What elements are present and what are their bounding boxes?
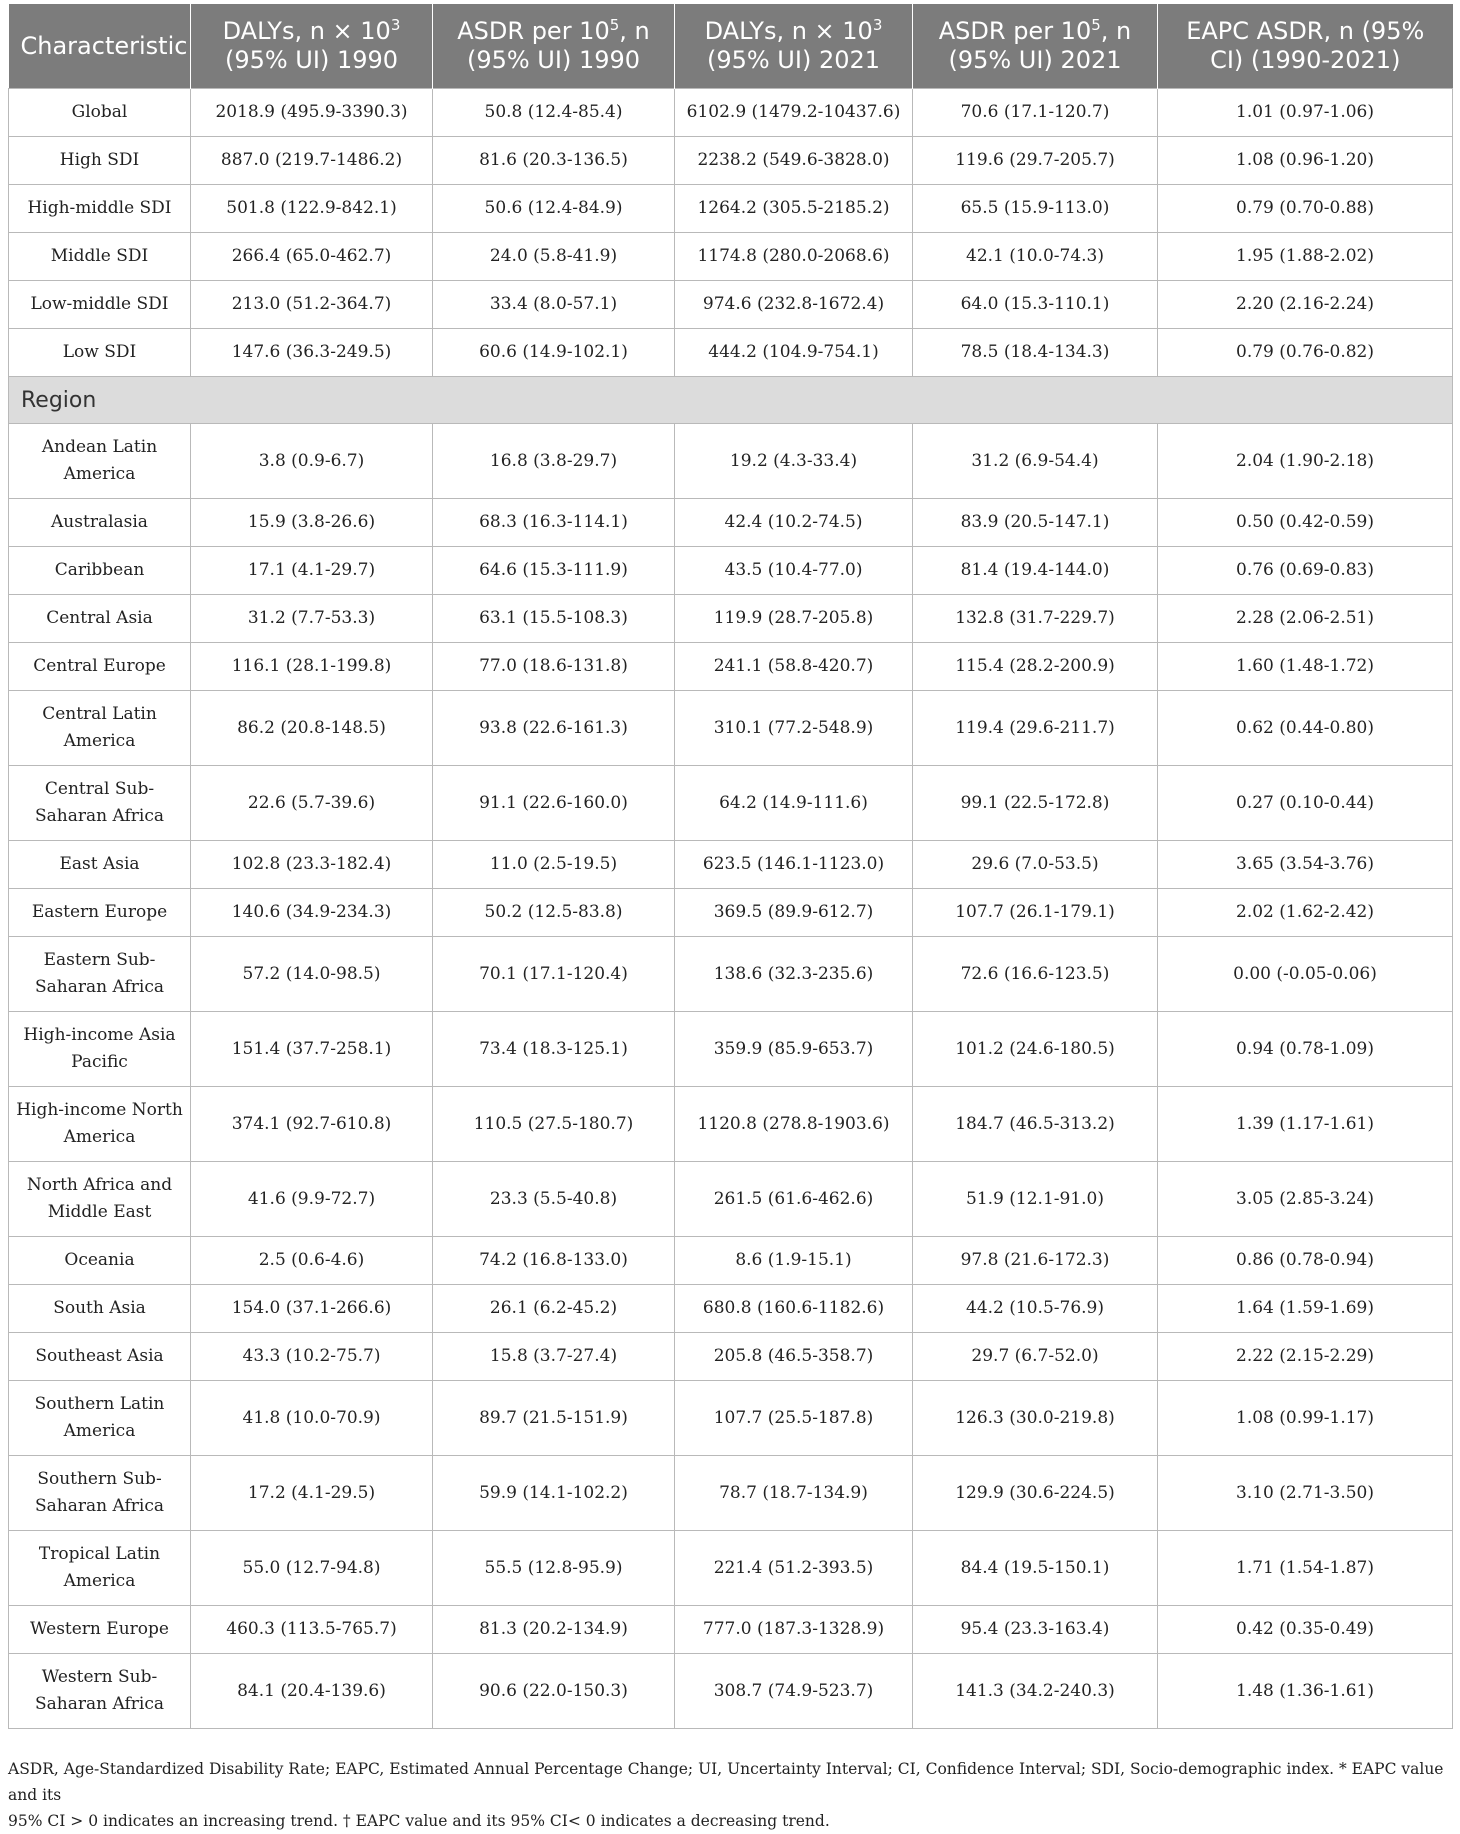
eapc-cell: 0.76 (0.69-0.83) (1158, 547, 1453, 595)
characteristic-cell: Eastern Sub- Saharan Africa (9, 937, 191, 1012)
dalys-2021-cell: 1174.8 (280.0-2068.6) (675, 233, 913, 281)
asdr-1990-cell: 59.9 (14.1-102.2) (433, 1456, 675, 1531)
table-row (9, 424, 1453, 499)
eapc-cell: 1.48 (1.36-1.61) (1158, 1654, 1453, 1729)
dalys-1990-cell: 86.2 (20.8-148.5) (191, 691, 433, 766)
eapc-cell: 2.20 (2.16-2.24) (1158, 281, 1453, 329)
dalys-2021-cell: 42.4 (10.2-74.5) (675, 499, 913, 547)
asdr-1990-cell: 50.2 (12.5-83.8) (433, 889, 675, 937)
asdr-2021-cell: 101.2 (24.6-180.5) (913, 1012, 1158, 1087)
header-characteristic: Characteristic (9, 4, 191, 89)
eapc-cell: 2.22 (2.15-2.29) (1158, 1333, 1453, 1381)
asdr-2021-cell: 29.6 (7.0-53.5) (913, 841, 1158, 889)
asdr-2021-cell: 31.2 (6.9-54.4) (913, 424, 1158, 499)
table-row (9, 1237, 1453, 1285)
dalys-1990-cell: 84.1 (20.4-139.6) (191, 1654, 433, 1729)
characteristic-cell: Low-middle SDI (9, 281, 191, 329)
table-row (9, 889, 1453, 937)
dalys-1990-cell: 2.5 (0.6-4.6) (191, 1237, 433, 1285)
eapc-cell: 3.05 (2.85-3.24) (1158, 1162, 1453, 1237)
asdr-1990-cell: 50.6 (12.4-84.9) (433, 185, 675, 233)
asdr-1990-cell: 74.2 (16.8-133.0) (433, 1237, 675, 1285)
characteristic-cell: Central Asia (9, 595, 191, 643)
characteristic-cell: Central Europe (9, 643, 191, 691)
eapc-cell: 0.79 (0.70-0.88) (1158, 185, 1453, 233)
eapc-cell: 0.42 (0.35-0.49) (1158, 1606, 1453, 1654)
header-dalys-1990: DALYs, $n \times 10^3$ (95% UI) 1990 (191, 4, 433, 89)
dalys-2021-cell: 6102.9 (1479.2-10437.6) (675, 89, 913, 137)
dalys-1990-cell: 2018.9 (495.9-3390.3) (191, 89, 433, 137)
asdr-1990-cell: 68.3 (16.3-114.1) (433, 499, 675, 547)
dalys-1990-cell: 31.2 (7.7-53.3) (191, 595, 433, 643)
asdr-2021-cell: 81.4 (19.4-144.0) (913, 547, 1158, 595)
dalys-2021-cell: 623.5 (146.1-1123.0) (675, 841, 913, 889)
dalys-1990-cell: 140.6 (34.9-234.3) (191, 889, 433, 937)
eapc-cell: 0.50 (0.42-0.59) (1158, 499, 1453, 547)
table-row (9, 499, 1453, 547)
dalys-1990-cell: 151.4 (37.7-258.1) (191, 1012, 433, 1087)
asdr-2021-cell: 141.3 (34.2-240.3) (913, 1654, 1158, 1729)
dalys-1990-cell: 43.3 (10.2-75.7) (191, 1333, 433, 1381)
dalys-1990-cell: 17.2 (4.1-29.5) (191, 1456, 433, 1531)
dalys-2021-cell: 19.2 (4.3-33.4) (675, 424, 913, 499)
table-row (9, 691, 1453, 766)
asdr-1990-cell: 60.6 (14.9-102.1) (433, 329, 675, 377)
asdr-2021-cell: 97.8 (21.6-172.3) (913, 1237, 1158, 1285)
eapc-cell: 1.71 (1.54-1.87) (1158, 1531, 1453, 1606)
dalys-2021-cell: 974.6 (232.8-1672.4) (675, 281, 913, 329)
dalys-1990-cell: 501.8 (122.9-842.1) (191, 185, 433, 233)
dalys-2021-cell: 138.6 (32.3-235.6) (675, 937, 913, 1012)
table-row (9, 137, 1453, 185)
eapc-cell: 1.08 (0.96-1.20) (1158, 137, 1453, 185)
dalys-2021-cell: 221.4 (51.2-393.5) (675, 1531, 913, 1606)
asdr-1990-cell: 16.8 (3.8-29.7) (433, 424, 675, 499)
eapc-cell: 2.04 (1.90-2.18) (1158, 424, 1453, 499)
characteristic-cell: Caribbean (9, 547, 191, 595)
eapc-cell: 1.64 (1.59-1.69) (1158, 1285, 1453, 1333)
table-row (9, 547, 1453, 595)
eapc-cell: 0.79 (0.76-0.82) (1158, 329, 1453, 377)
eapc-cell: 3.10 (2.71-3.50) (1158, 1456, 1453, 1531)
dalys-1990-cell: 55.0 (12.7-94.8) (191, 1531, 433, 1606)
asdr-2021-cell: 184.7 (46.5-313.2) (913, 1087, 1158, 1162)
dalys-2021-cell: 1120.8 (278.8-1903.6) (675, 1087, 913, 1162)
dalys-1990-cell: 154.0 (37.1-266.6) (191, 1285, 433, 1333)
header-asdr-2021: ASDR per $10^5$, n (95% UI) 2021 (913, 4, 1158, 89)
characteristic-cell: Andean Latin America (9, 424, 191, 499)
asdr-1990-cell: 73.4 (18.3-125.1) (433, 1012, 675, 1087)
table-row (9, 1456, 1453, 1531)
section-label: Region (9, 377, 1453, 424)
characteristic-cell: Western Sub- Saharan Africa (9, 1654, 191, 1729)
dalys-2021-cell: 119.9 (28.7-205.8) (675, 595, 913, 643)
table-row (9, 1012, 1453, 1087)
characteristic-cell: North Africa and Middle East (9, 1162, 191, 1237)
dalys-1990-cell: 15.9 (3.8-26.6) (191, 499, 433, 547)
table-row (9, 937, 1453, 1012)
asdr-2021-cell: 64.0 (15.3-110.1) (913, 281, 1158, 329)
asdr-1990-cell: 15.8 (3.7-27.4) (433, 1333, 675, 1381)
asdr-2021-cell: 107.7 (26.1-179.1) (913, 889, 1158, 937)
characteristic-cell: Global (9, 89, 191, 137)
dalys-2021-cell: 308.7 (74.9-523.7) (675, 1654, 913, 1729)
characteristic-cell: Low SDI (9, 329, 191, 377)
asdr-2021-cell: 115.4 (28.2-200.9) (913, 643, 1158, 691)
dalys-1990-cell: 116.1 (28.1-199.8) (191, 643, 433, 691)
asdr-1990-cell: 26.1 (6.2-45.2) (433, 1285, 675, 1333)
data-table-wrapper (8, 4, 1452, 1729)
asdr-1990-cell: 90.6 (22.0-150.3) (433, 1654, 675, 1729)
header-row (9, 4, 1453, 89)
dalys-1990-cell: 460.3 (113.5-765.7) (191, 1606, 433, 1654)
characteristic-cell: South Asia (9, 1285, 191, 1333)
table-row (9, 1531, 1453, 1606)
asdr-2021-cell: 65.5 (15.9-113.0) (913, 185, 1158, 233)
table-row (9, 185, 1453, 233)
dalys-2021-cell: 444.2 (104.9-754.1) (675, 329, 913, 377)
asdr-2021-cell: 84.4 (19.5-150.1) (913, 1531, 1158, 1606)
dalys-1990-cell: 102.8 (23.3-182.4) (191, 841, 433, 889)
section-row-region (9, 377, 1453, 424)
asdr-2021-cell: 29.7 (6.7-52.0) (913, 1333, 1158, 1381)
characteristic-cell: High-income North America (9, 1087, 191, 1162)
asdr-1990-cell: 50.8 (12.4-85.4) (433, 89, 675, 137)
dalys-2021-cell: 1264.2 (305.5-2185.2) (675, 185, 913, 233)
characteristic-cell: High-income Asia Pacific (9, 1012, 191, 1087)
asdr-1990-cell: 70.1 (17.1-120.4) (433, 937, 675, 1012)
characteristic-cell: Australasia (9, 499, 191, 547)
header-eapc: EAPC ASDR, n (95% CI) (1990-2021) (1158, 4, 1453, 89)
asdr-1990-cell: 55.5 (12.8-95.9) (433, 1531, 675, 1606)
dalys-2021-cell: 43.5 (10.4-77.0) (675, 547, 913, 595)
dalys-1990-cell: 266.4 (65.0-462.7) (191, 233, 433, 281)
asdr-1990-cell: 64.6 (15.3-111.9) (433, 547, 675, 595)
eapc-cell: 0.86 (0.78-0.94) (1158, 1237, 1453, 1285)
table-row (9, 595, 1453, 643)
dalys-2021-cell: 107.7 (25.5-187.8) (675, 1381, 913, 1456)
asdr-2021-cell: 42.1 (10.0-74.3) (913, 233, 1158, 281)
dalys-1990-cell: 374.1 (92.7-610.8) (191, 1087, 433, 1162)
eapc-cell: 1.08 (0.99-1.17) (1158, 1381, 1453, 1456)
table-row (9, 1087, 1453, 1162)
asdr-2021-cell: 44.2 (10.5-76.9) (913, 1285, 1158, 1333)
table-row (9, 233, 1453, 281)
asdr-1990-cell: 77.0 (18.6-131.8) (433, 643, 675, 691)
table-row (9, 281, 1453, 329)
asdr-1990-cell: 24.0 (5.8-41.9) (433, 233, 675, 281)
characteristic-cell: High-middle SDI (9, 185, 191, 233)
eapc-cell: 3.65 (3.54-3.76) (1158, 841, 1453, 889)
table-row (9, 1285, 1453, 1333)
dalys-1990-cell: 41.8 (10.0-70.9) (191, 1381, 433, 1456)
table-row (9, 1333, 1453, 1381)
dalys-2021-cell: 205.8 (46.5-358.7) (675, 1333, 913, 1381)
dalys-2021-cell: 64.2 (14.9-111.6) (675, 766, 913, 841)
dalys-1990-cell: 22.6 (5.7-39.6) (191, 766, 433, 841)
characteristic-cell: Southeast Asia (9, 1333, 191, 1381)
eapc-cell: 1.39 (1.17-1.61) (1158, 1087, 1453, 1162)
dalys-1990-cell: 213.0 (51.2-364.7) (191, 281, 433, 329)
table-row (9, 643, 1453, 691)
table-row (9, 766, 1453, 841)
eapc-cell: 1.60 (1.48-1.72) (1158, 643, 1453, 691)
dalys-2021-cell: 2238.2 (549.6-3828.0) (675, 137, 913, 185)
asdr-2021-cell: 126.3 (30.0-219.8) (913, 1381, 1158, 1456)
asdr-2021-cell: 99.1 (22.5-172.8) (913, 766, 1158, 841)
characteristic-cell: Oceania (9, 1237, 191, 1285)
header-dalys-2021: DALYs, $n \times 10^3$ (95% UI) 2021 (675, 4, 913, 89)
dalys-2021-cell: 8.6 (1.9-15.1) (675, 1237, 913, 1285)
eapc-cell: 2.28 (2.06-2.51) (1158, 595, 1453, 643)
header-asdr-1990: ASDR per $10^5$, n (95% UI) 1990 (433, 4, 675, 89)
table-row (9, 89, 1453, 137)
asdr-2021-cell: 132.8 (31.7-229.7) (913, 595, 1158, 643)
eapc-cell: 0.94 (0.78-1.09) (1158, 1012, 1453, 1087)
characteristic-cell: Eastern Europe (9, 889, 191, 937)
table-row (9, 841, 1453, 889)
dalys-2021-cell: 261.5 (61.6-462.6) (675, 1162, 913, 1237)
table-row (9, 1606, 1453, 1654)
characteristic-cell: Tropical Latin America (9, 1531, 191, 1606)
dalys-1990-cell: 147.6 (36.3-249.5) (191, 329, 433, 377)
dalys-1990-cell: 57.2 (14.0-98.5) (191, 937, 433, 1012)
eapc-cell: 0.27 (0.10-0.44) (1158, 766, 1453, 841)
characteristic-cell: Middle SDI (9, 233, 191, 281)
asdr-2021-cell: 51.9 (12.1-91.0) (913, 1162, 1158, 1237)
eapc-cell: 1.95 (1.88-2.02) (1158, 233, 1453, 281)
table-footnote: ASDR, Age-Standardized Disability Rate; EAPC, Estimated Annual Percentage Change; UI, Uncertainty Interval; CI, Confidence Interval; SDI, Socio-demographic index. * EAPC value and its 95% CI > 0 indicates an increasing trend. † EAPC value and its 95% CI< 0 indicates a decreasing trend. (8, 1760, 1444, 1830)
table-header (9, 4, 1453, 89)
dalys-2021-cell: 241.1 (58.8-420.7) (675, 643, 913, 691)
characteristic-cell: Central Latin America (9, 691, 191, 766)
asdr-1990-cell: 93.8 (22.6-161.3) (433, 691, 675, 766)
dalys-1990-cell: 17.1 (4.1-29.7) (191, 547, 433, 595)
asdr-1990-cell: 11.0 (2.5-19.5) (433, 841, 675, 889)
table-row (9, 1654, 1453, 1729)
dalys-2021-cell: 359.9 (85.9-653.7) (675, 1012, 913, 1087)
dalys-2021-cell: 680.8 (160.6-1182.6) (675, 1285, 913, 1333)
characteristic-cell: Southern Sub- Saharan Africa (9, 1456, 191, 1531)
asdr-2021-cell: 119.6 (29.7-205.7) (913, 137, 1158, 185)
eapc-cell: 0.62 (0.44-0.80) (1158, 691, 1453, 766)
asdr-2021-cell: 78.5 (18.4-134.3) (913, 329, 1158, 377)
dalys-2021-cell: 78.7 (18.7-134.9) (675, 1456, 913, 1531)
eapc-cell: 0.00 (-0.05-0.06) (1158, 937, 1453, 1012)
asdr-1990-cell: 81.6 (20.3-136.5) (433, 137, 675, 185)
asdr-2021-cell: 72.6 (16.6-123.5) (913, 937, 1158, 1012)
asdr-1990-cell: 89.7 (21.5-151.9) (433, 1381, 675, 1456)
asdr-2021-cell: 83.9 (20.5-147.1) (913, 499, 1158, 547)
eapc-cell: 2.02 (1.62-2.42) (1158, 889, 1453, 937)
asdr-2021-cell: 95.4 (23.3-163.4) (913, 1606, 1158, 1654)
asdr-1990-cell: 33.4 (8.0-57.1) (433, 281, 675, 329)
asdr-2021-cell: 119.4 (29.6-211.7) (913, 691, 1158, 766)
table-row (9, 1381, 1453, 1456)
asdr-2021-cell: 129.9 (30.6-224.5) (913, 1456, 1158, 1531)
table-row (9, 329, 1453, 377)
eapc-cell: 1.01 (0.97-1.06) (1158, 89, 1453, 137)
dalys-1990-cell: 3.8 (0.9-6.7) (191, 424, 433, 499)
data-table (8, 4, 1453, 1729)
characteristic-cell: East Asia (9, 841, 191, 889)
asdr-2021-cell: 70.6 (17.1-120.7) (913, 89, 1158, 137)
characteristic-cell: Central Sub- Saharan Africa (9, 766, 191, 841)
asdr-1990-cell: 63.1 (15.5-108.3) (433, 595, 675, 643)
dalys-2021-cell: 777.0 (187.3-1328.9) (675, 1606, 913, 1654)
characteristic-cell: Western Europe (9, 1606, 191, 1654)
dalys-1990-cell: 887.0 (219.7-1486.2) (191, 137, 433, 185)
dalys-2021-cell: 369.5 (89.9-612.7) (675, 889, 913, 937)
dalys-1990-cell: 41.6 (9.9-72.7) (191, 1162, 433, 1237)
asdr-1990-cell: 110.5 (27.5-180.7) (433, 1087, 675, 1162)
asdr-1990-cell: 81.3 (20.2-134.9) (433, 1606, 675, 1654)
table-body (9, 89, 1453, 1729)
table-row (9, 1162, 1453, 1237)
asdr-1990-cell: 23.3 (5.5-40.8) (433, 1162, 675, 1237)
characteristic-cell: High SDI (9, 137, 191, 185)
characteristic-cell: Southern Latin America (9, 1381, 191, 1456)
dalys-2021-cell: 310.1 (77.2-548.9) (675, 691, 913, 766)
asdr-1990-cell: 91.1 (22.6-160.0) (433, 766, 675, 841)
